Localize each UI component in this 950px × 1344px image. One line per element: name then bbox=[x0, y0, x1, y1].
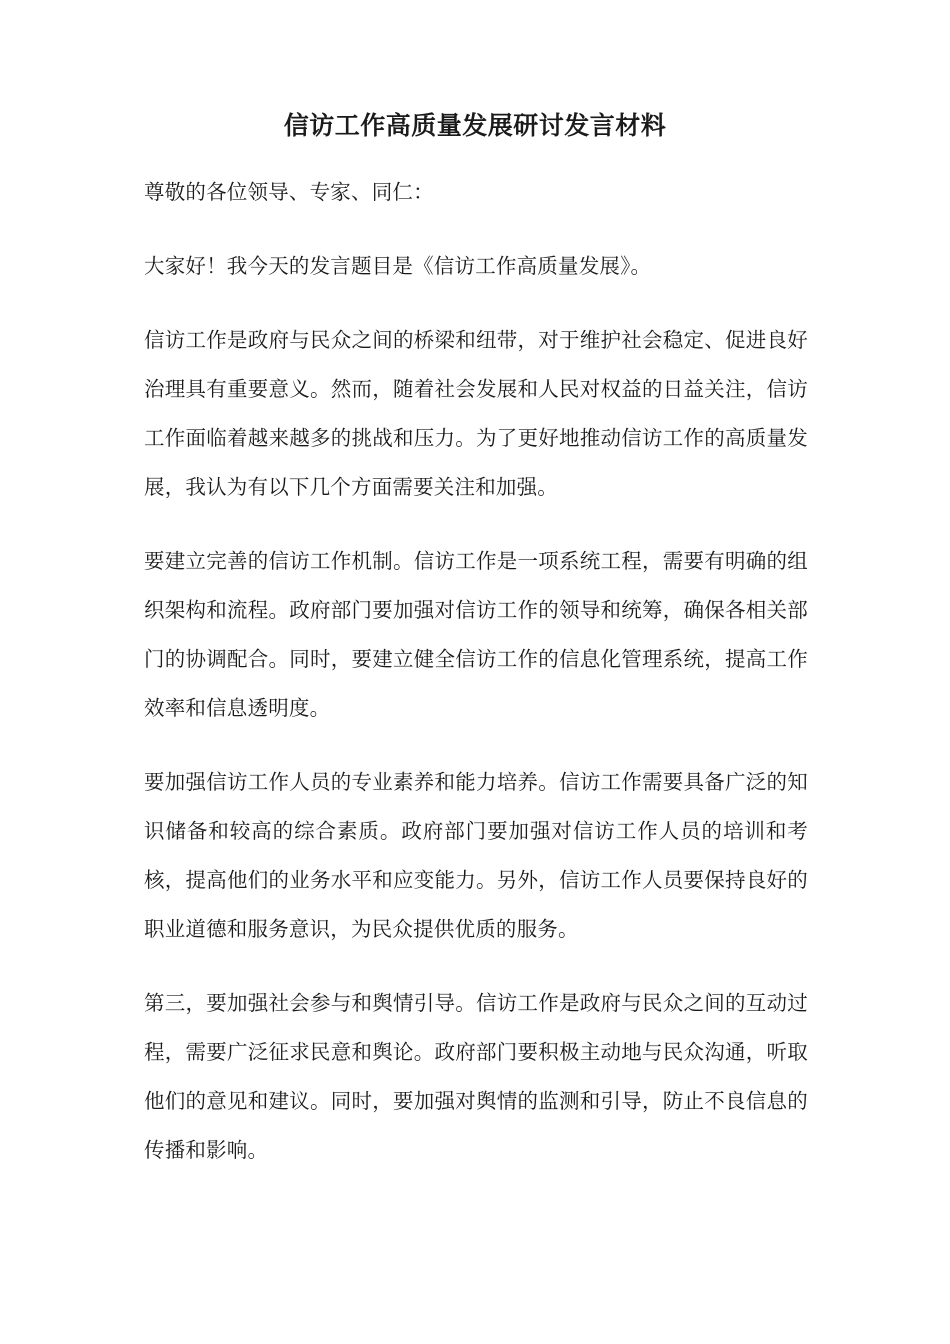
paragraph-staff-training: 要加强信访工作人员的专业素养和能力培养。信访工作需要具备广泛的知识储备和较高的综合素质。政府部门要加强对信访工作人员的培训和考核，提高他们的业务水平和应变能力。另外，信访工作人员要保持良好的职业道德和服务意识，为民众提供优质的服务。 bbox=[144, 770, 808, 941]
paragraph-greeting: 尊敬的各位领导、专家、同仁： bbox=[144, 180, 434, 204]
document-title: 信访工作高质量发展研讨发言材料 bbox=[283, 111, 667, 140]
document-page bbox=[144, 100, 808, 1175]
paragraph-public-opinion: 第三，要加强社会参与和舆情引导。信访工作是政府与民众之间的互动过程，需要广泛征求民意和舆论。政府部门要积极主动地与民众沟通，听取他们的意见和建议。同时，要加强对舆情的监测和引导，防止不良信息的传播和影响。 bbox=[144, 991, 808, 1162]
paragraph-opening: 大家好！我今天的发言题目是《信访工作高质量发展》。 bbox=[144, 254, 652, 278]
paragraph-introduction: 信访工作是政府与民众之间的桥梁和纽带，对于维护社会稳定、促进良好治理具有重要意义。然而，随着社会发展和人民对权益的日益关注，信访工作面临着越来越多的挑战和压力。为了更好地推动信访工作的高质量发展，我认为有以下几个方面需要关注和加强。 bbox=[144, 328, 808, 499]
paragraph-mechanism: 要建立完善的信访工作机制。信访工作是一项系统工程，需要有明确的组织架构和流程。政府部门要加强对信访工作的领导和统筹，确保各相关部门的协调配合。同时，要建立健全信访工作的信息化管理系统，提高工作效率和信息透明度。 bbox=[144, 549, 808, 720]
